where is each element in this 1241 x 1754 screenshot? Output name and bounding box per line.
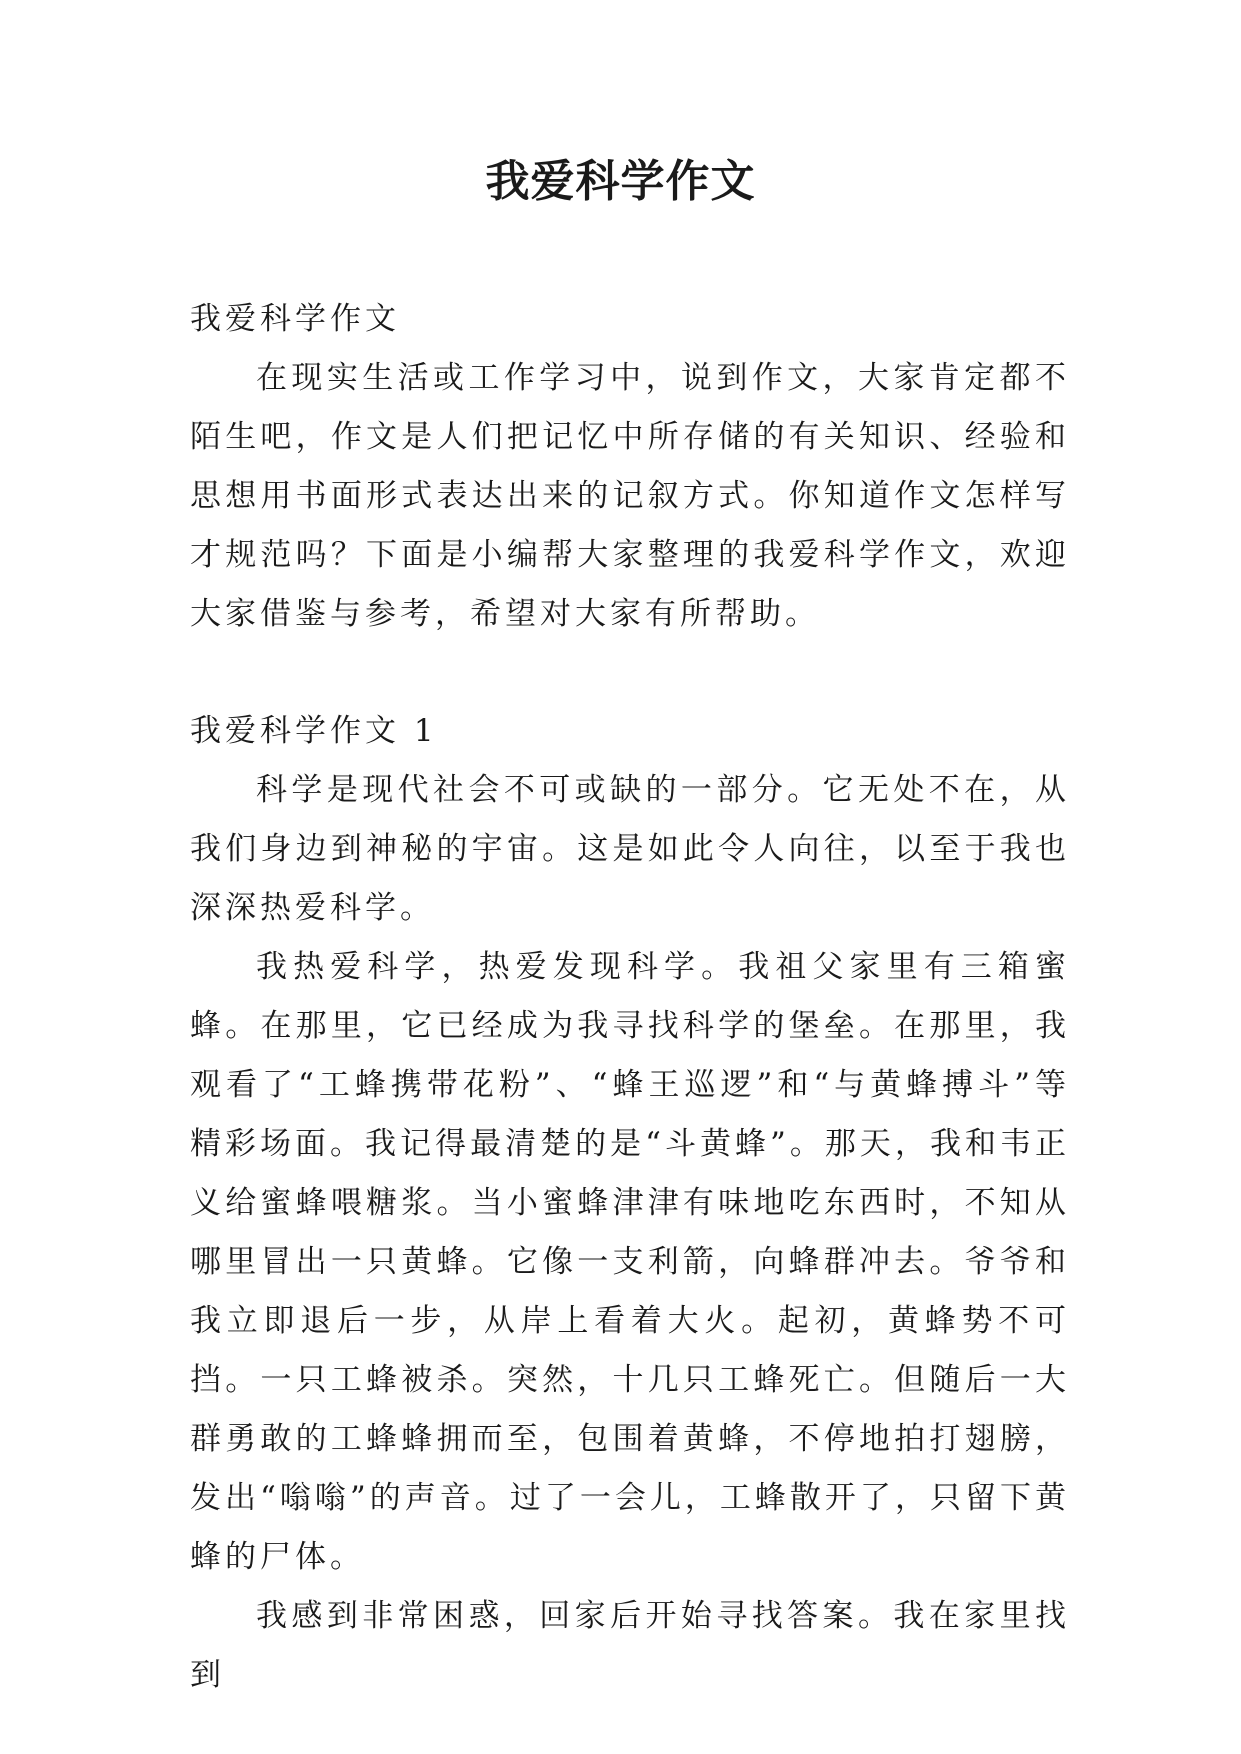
intro-paragraph: 在现实生活或工作学习中，说到作文，大家肯定都不陌生吧，作文是人们把记忆中所存储的有关知识、经验和思想用书面形式表达出来的记叙方式。你知道作文怎样写才规范吗？下面是小编帮大家整理的我爱科学作文，欢迎大家借鉴与参考，希望对大家有所帮助。 (190, 360, 1070, 632)
subtitle: 我爱科学作文 (190, 301, 400, 337)
body-paragraph: 我感到非常困惑，回家后开始寻找答案。我在家里找到 (190, 1598, 1070, 1693)
section-spacer (190, 644, 1070, 702)
document-body (190, 290, 1070, 1705)
body-paragraph: 科学是现代社会不可或缺的一部分。它无处不在，从我们身边到神秘的宇宙。这是如此令人向往，以至于我也深深热爱科学。 (190, 772, 1070, 926)
section-heading: 我爱科学作文 1 (190, 713, 438, 749)
document-title: 我爱科学作文 (485, 156, 756, 207)
body-paragraph: 我热爱科学，热爱发现科学。我祖父家里有三箱蜜蜂。在那里，它已经成为我寻找科学的堡垒。在那里，我观看了“工蜂携带花粉”、“蜂王巡逻”和“与黄蜂搏斗”等精彩场面。我记得最清楚的是“斗黄蜂”。那天，我和韦正义给蜜蜂喂糖浆。当小蜜蜂津津有味地吃东西时，不知从哪里冒出一只黄蜂。它像一支利箭，向蜂群冲去。爷爷和我立即退后一步，从岸上看着大火。起初，黄蜂势不可挡。一只工蜂被杀。突然，十几只工蜂死亡。但随后一大群勇敢的工蜂蜂拥而至，包围着黄蜂，不停地拍打翅膀，发出“嗡嗡”的声音。过了一会儿，工蜂散开了，只留下黄蜂的尸体。 (190, 949, 1070, 1575)
